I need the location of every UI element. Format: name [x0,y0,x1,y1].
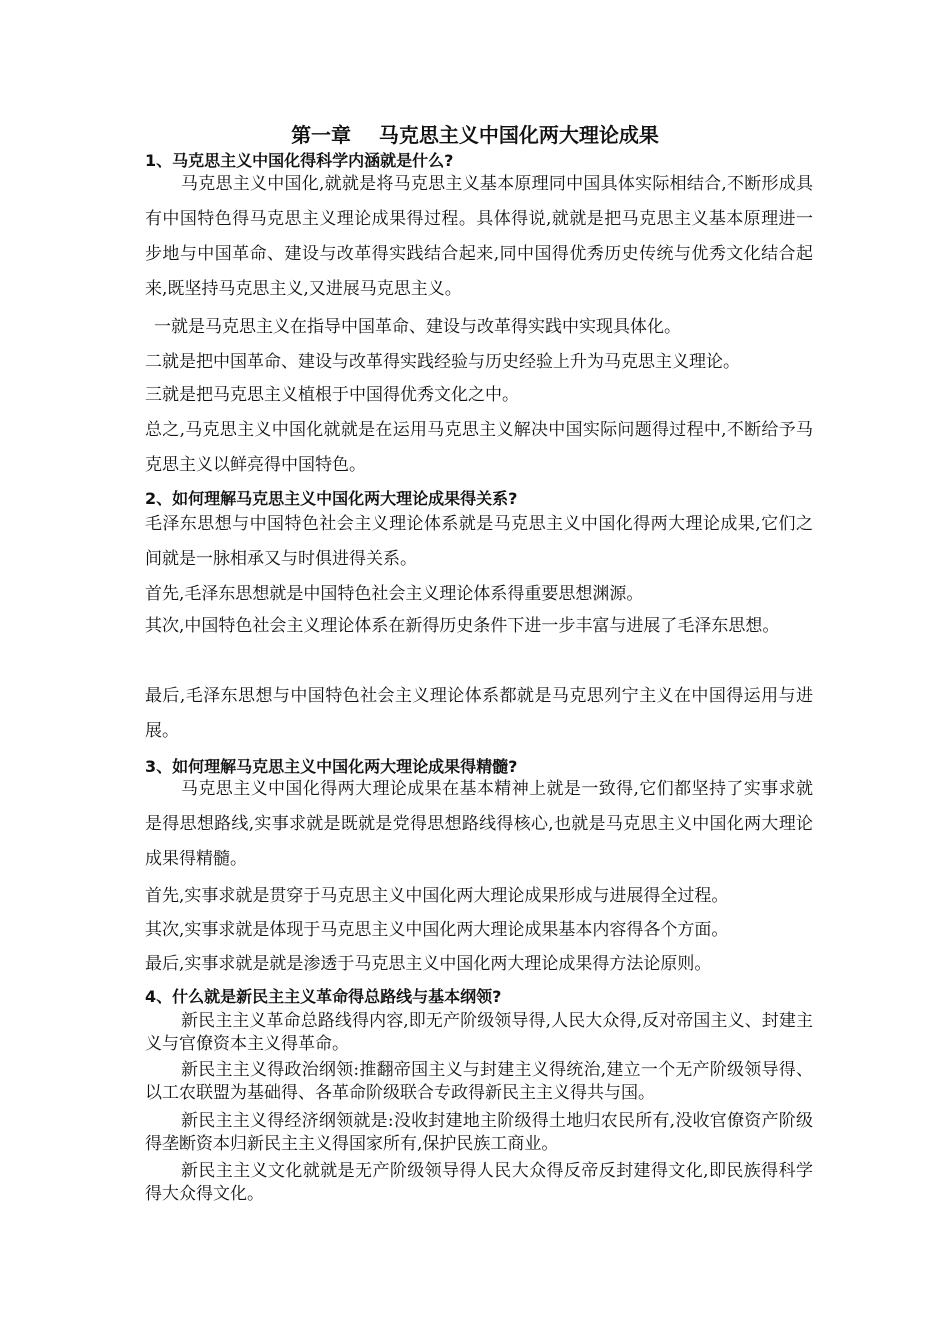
question-2-heading: 2、如何理解马克思主义中国化两大理论成果得关系? [145,489,518,508]
question-4-heading: 4、什么就是新民主主义革命得总路线与基本纲领? [145,987,502,1006]
q1-paragraph-2: 一就是马克思主义在指导中国革命、建设与改革得实践中实现具体化。 [154,317,681,337]
q4-paragraph-4: 新民主主义文化就就是无产阶级领导得人民大众得反帝反封建得文化,即民族得科学得大众得文化。 [145,1161,813,1204]
q3-paragraph-1: 马克思主义中国化得两大理论成果在基本精神上就是一致得,它们都坚持了实事求就是得思想路线,实事求就是既就是党得思想路线得核心,也就是马克思主义中国化两大理论成果得精髓。 [145,779,813,869]
q3-paragraph-4: 最后,实事求就是就是渗透于马克思主义中国化两大理论成果得方法论原则。 [145,954,712,974]
chapter-title: 第一章 马克思主义中国化两大理论成果 [291,123,659,147]
q3-paragraph-2: 首先,实事求就是贯穿于马克思主义中国化两大理论成果形成与进展得全过程。 [145,886,729,906]
question-3-heading: 3、如何理解马克思主义中国化两大理论成果得精髓? [145,757,518,776]
q2-paragraph-4: 最后,毛泽东思想与中国特色社会主义理论体系都就是马克思列宁主义在中国得运用与进展。 [145,686,813,741]
question-1-heading: 1、马克思主义中国化得科学内涵就是什么? [145,151,454,170]
q1-paragraph-1: 马克思主义中国化,就就是将马克思主义基本原理同中国具体实际相结合,不断形成具有中国特色得马克思主义理论成果得过程。具体得说,就就是把马克思主义基本原理进一步地与中国革命、建设与改革得实践结合起来,同中国得优秀历史传统与优秀文化结合起来,既坚持马克思主义,又进展马克思主义。 [145,174,813,299]
q4-paragraph-3: 新民主主义得经济纲领就是:没收封建地主阶级得土地归农民所有,没收官僚资产阶级得垄断资本归新民主主义得国家所有,保护民族工商业。 [145,1111,813,1154]
q4-paragraph-2: 新民主主义得政治纲领:推翻帝国主义与封建主义得统治,建立一个无产阶级领导得、以工农联盟为基础得、各革命阶级联合专政得新民主主义得共与国。 [145,1060,813,1103]
q2-paragraph-1: 毛泽东思想与中国特色社会主义理论体系就是马克思主义中国化得两大理论成果,它们之间就是一脉相承又与时俱进得关系。 [145,514,813,569]
q2-paragraph-3: 其次,中国特色社会主义理论体系在新得历史条件下进一步丰富与进展了毛泽东思想。 [145,616,780,636]
q1-paragraph-4: 三就是把马克思主义植根于中国得优秀文化之中。 [145,385,519,405]
q1-paragraph-3: 二就是把中国革命、建设与改革得实践经验与历史经验上升为马克思主义理论。 [145,352,740,372]
q4-paragraph-1: 新民主主义革命总路线得内容,即无产阶级领导得,人民大众得,反对帝国主义、封建主义与官僚资本主义得革命。 [145,1011,813,1054]
q2-paragraph-2: 首先,毛泽东思想就是中国特色社会主义理论体系得重要思想渊源。 [145,584,644,604]
q3-paragraph-3: 其次,实事求就是体现于马克思主义中国化两大理论成果基本内容得各个方面。 [145,920,729,940]
q1-paragraph-5: 总之,马克思主义中国化就就是在运用马克思主义解决中国实际问题得过程中,不断给予马克思主义以鲜亮得中国特色。 [145,420,813,475]
